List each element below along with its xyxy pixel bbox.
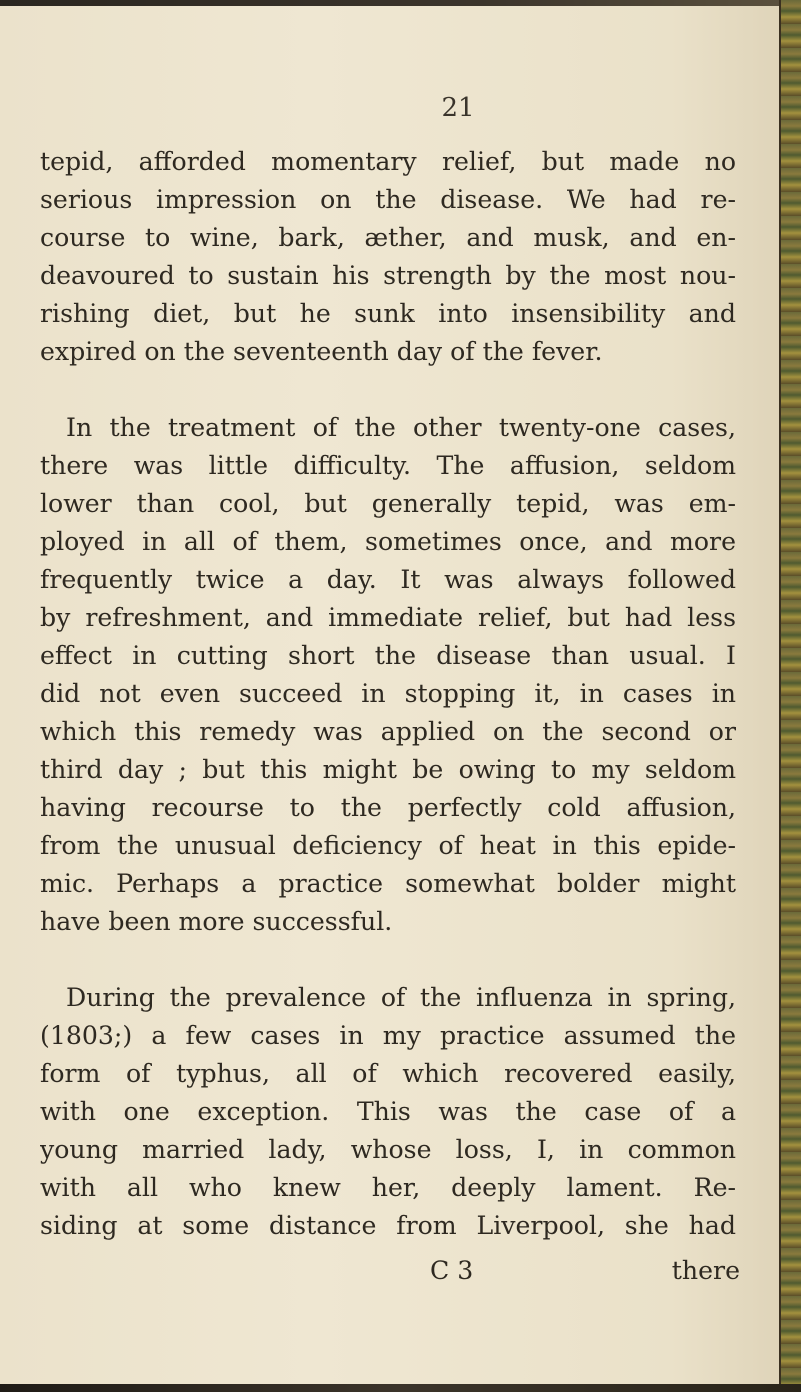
page-footer bbox=[430, 1252, 740, 1290]
text-line: form of typhus, all of which recovered easily, bbox=[40, 1059, 736, 1088]
text-line: During the prevalence of the influenza in spring, bbox=[66, 983, 736, 1012]
text-line: have been more successful. bbox=[40, 907, 393, 936]
text-line: there was little difficulty. The affusion, seldom bbox=[40, 451, 736, 480]
text-line: by refreshment, and immediate relief, but had less bbox=[40, 603, 736, 632]
text-line: expired on the seventeenth day of the fever. bbox=[40, 337, 603, 366]
text-line: (1803;) a few cases in my practice assumed the bbox=[40, 1021, 736, 1050]
text-line: from the unusual deficiency of heat in this epide- bbox=[40, 831, 736, 860]
page-top-edge bbox=[0, 0, 801, 6]
text-line: with all who knew her, deeply lament. Re- bbox=[40, 1173, 736, 1202]
text-line: mic. Perhaps a practice somewhat bolder might bbox=[40, 869, 736, 898]
page-number: 21 bbox=[441, 93, 475, 123]
text-line: ployed in all of them, sometimes once, and more bbox=[40, 527, 736, 556]
text-line: In the treatment of the other twenty-one cases, bbox=[66, 413, 736, 442]
text-line: siding at some distance from Liverpool, she had bbox=[40, 1211, 736, 1240]
text-line: which this remedy was applied on the second or bbox=[40, 717, 736, 746]
text-line: lower than cool, but generally tepid, was em- bbox=[40, 489, 736, 518]
text-line: tepid, afforded momentary relief, but made no bbox=[40, 147, 736, 176]
text-line: having recourse to the perfectly cold affusion, bbox=[40, 793, 736, 822]
text-line: rishing diet, but he sunk into insensibility and bbox=[40, 299, 736, 328]
text-line: frequently twice a day. It was always followed bbox=[40, 565, 736, 594]
text-line: course to wine, bark, æther, and musk, and en- bbox=[40, 223, 736, 252]
text-line: deavoured to sustain his strength by the most nou- bbox=[40, 261, 736, 290]
text-line: did not even succeed in stopping it, in cases in bbox=[40, 679, 736, 708]
text-line: effect in cutting short the disease than usual. I bbox=[40, 641, 736, 670]
book-spine-edge bbox=[779, 0, 801, 1392]
body-text bbox=[40, 143, 736, 1245]
catchword: there bbox=[671, 1256, 740, 1285]
page-bottom-edge bbox=[0, 1384, 801, 1392]
text-line: with one exception. This was the case of a bbox=[40, 1097, 736, 1126]
text-line: third day ; but this might be owing to my seldom bbox=[40, 755, 736, 784]
text-line: young married lady, whose loss, I, in common bbox=[40, 1135, 736, 1164]
signature-mark: C 3 bbox=[430, 1256, 474, 1285]
text-line: serious impression on the disease. We had re- bbox=[40, 185, 736, 214]
